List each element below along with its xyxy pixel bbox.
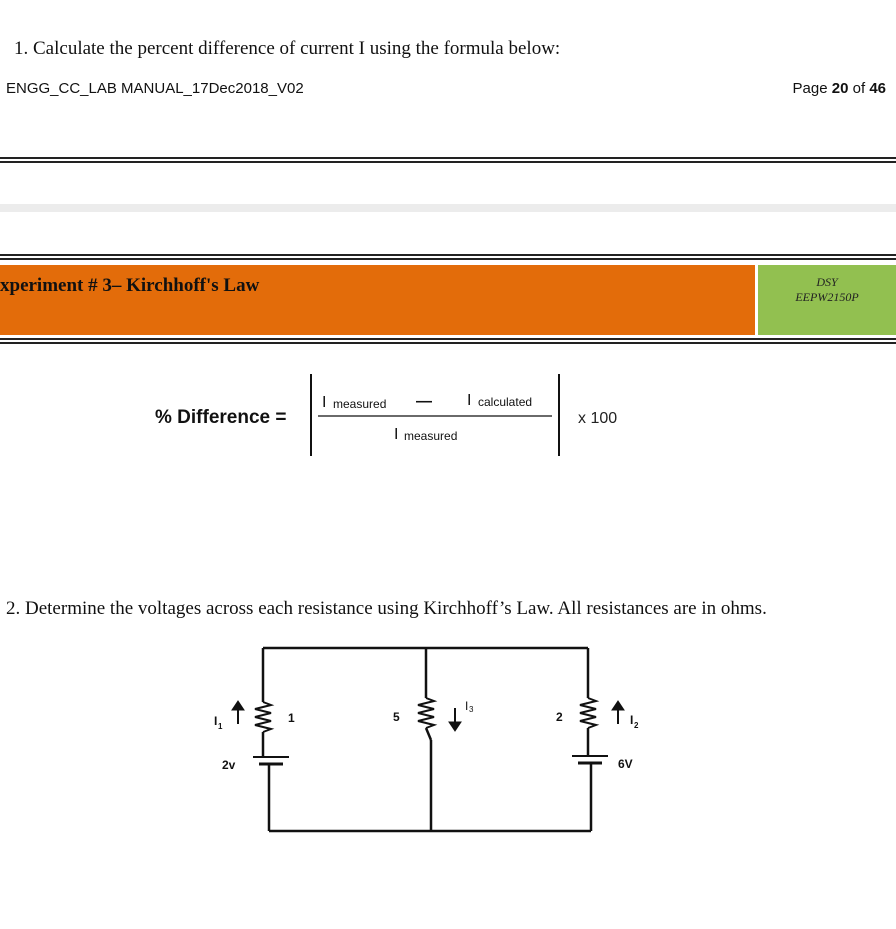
resistor-1-label: 1 (288, 711, 295, 725)
i2-arrow-up-icon (612, 701, 624, 710)
denominator-i-sub: measured (404, 429, 458, 443)
banner-rule-bottom-2 (0, 342, 896, 344)
formula-lhs: % Difference = (155, 407, 287, 428)
page-indicator (793, 80, 886, 97)
banner-rule-top-1 (0, 254, 896, 256)
i3-arrow-down-icon (449, 722, 461, 731)
source-2v-label: 2v (222, 758, 236, 772)
page-current: 20 (831, 80, 849, 97)
percent-difference-formula (0, 360, 896, 470)
course-code-line2: EEPW2150P (795, 290, 859, 304)
numerator-i-calculated-symbol: I (467, 392, 472, 409)
numerator-i-measured-sub: measured (333, 397, 387, 411)
banner-rule-top-2 (0, 258, 896, 260)
page-of: of (852, 80, 866, 97)
denominator-i-symbol: I (394, 426, 399, 443)
minus-sign: — (416, 393, 432, 410)
page-word: Page (792, 80, 828, 97)
banner-rule-bottom-1 (0, 338, 896, 340)
i2-label: I (630, 713, 634, 727)
header-rule-top (0, 157, 896, 159)
question-1-text: 1. Calculate the percent difference of current I using the formula below: (14, 38, 561, 59)
page-break-band (0, 204, 896, 212)
circuit-diagram (0, 630, 896, 850)
i3-label-sub: 3 (469, 705, 474, 714)
question-2-text: 2. Determine the voltages across each resistance using Kirchhoff’s Law. All resistances are in ohms. (6, 598, 767, 619)
middle-wire-jog (426, 728, 431, 740)
source-6v-label: 6V (618, 757, 633, 771)
manual-code: ENGG_CC_LAB MANUAL_17Dec2018_V02 (6, 80, 304, 97)
course-code-line1: DSY (816, 275, 838, 289)
header-rule-bottom (0, 161, 896, 163)
multiplier: x 100 (578, 410, 618, 427)
resistor-2-icon (580, 698, 596, 728)
i3-label: I (465, 699, 469, 713)
page-total: 46 (869, 80, 886, 97)
resistor-5-icon (418, 698, 434, 728)
course-code (758, 275, 896, 305)
i1-label-sub: 1 (218, 722, 223, 731)
i2-label-sub: 2 (634, 721, 639, 730)
experiment-title: xperiment # 3– Kirchhoff's Law (0, 275, 260, 296)
resistor-2-label: 2 (556, 710, 563, 724)
numerator-i-calculated-sub: calculated (478, 395, 533, 409)
resistor-1-icon (255, 702, 271, 732)
numerator-i-measured-symbol: I (322, 394, 327, 411)
resistor-5-label: 5 (393, 710, 400, 724)
i1-arrow-up-icon (232, 701, 244, 710)
i1-label: I (214, 714, 218, 728)
